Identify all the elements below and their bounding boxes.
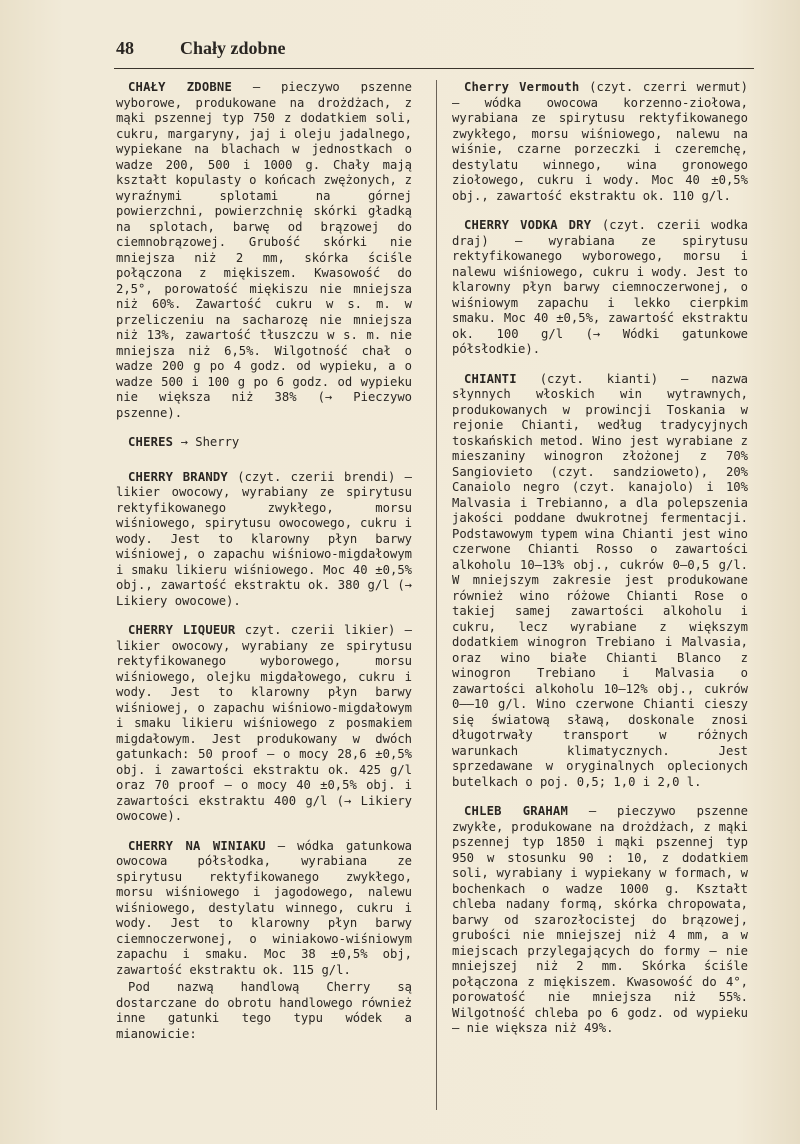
entry-headword: CHERRY VODKA DRY <box>464 218 592 232</box>
header-rule <box>114 68 754 69</box>
entry-cherry-na-winiaku <box>116 839 412 979</box>
entry-chleb-graham <box>452 804 748 1037</box>
entry-chianti <box>452 372 748 791</box>
left-column <box>116 80 412 1042</box>
entry-text: (czyt. czerii wodka draj) — wyrabiana ze spirytusu rektyfikowanego wyborowego, morsu i nalewu wiśniowego, cukru i wody. Jest to klarowny płyn barwy ciemnoczerwonej, o wiśniowym zapachu i lekko cierpkim smaku. Moc 40 ±0,5%, zawartość ekstraktu ok. 100 g/l (→ Wódki gatunkowe półsłodkie). <box>452 218 748 356</box>
entry-cherry-vodka-dry <box>452 218 748 358</box>
entry-headword: CHERRY BRANDY <box>128 469 228 484</box>
entry-headword: CHIANTI <box>464 371 517 386</box>
entry-headword: CHERRY LIQUEUR <box>128 623 236 637</box>
entry-chaly-zdobne <box>116 80 412 421</box>
entry-headword: CHAŁY ZDOBNE <box>128 80 232 94</box>
entry-text: (czyt. kianti) — nazwa słynnych włoskich win wytrawnych, produkowanych w prowincji Toskania w rejonie Chianti, według tradycyjnych toskańskich metod. Wino jest wyrabiane z mieszaniny winogron złożonej z 70% Sangiovieto (czyt. sandzioweto), 20% Canaiolo negro (czyt. kanajolo) i 10% Malvasia i Trebianno, a dla polepszenia jakości poddane dwukrotnej fermentacji. Podstawowym typem wina Chianti jest wino czerwone Chianti Rosso o zawartości alkoholu 10—13% obj., cukrów 0—0,5 g/l. W mniejszym zakresie jest produkowane również wino różowe Chianti Rose o takiej samej zawartości alkoholu i cukru, lecz wyrabiane z większym dodatkiem winogron Trebiano i Malvasia, oraz wino białe Chianti Blanco z winogron Trebiano i Malvasia o zawartości alkoholu 10—12% obj., cukrów 0——10 g/l. Wino czerwone Chianti cieszy się światową sławą, doskonale znosi długotrwały transport w różnych warunkach klimatycznych. Jest sprzedawane w oryginalnych oplecionych butelkach o poj. 0,5; 1,0 i 2,0 l. <box>452 371 748 789</box>
entry-text: (czyt. czerri wermut) — wódka owocowa korzenno-ziołowa, wyrabiana ze spirytusu rektyfikowanego zwykłego, morsu wiśniowego, nalewu na wiśnie, czarne porzeczki i czeremchę, destylatu winnego, wina gronowego ziołowego, cukru i wody. Moc 40 ±0,5% obj., zawartość ekstraktu ok. 110 g/l. <box>452 80 748 203</box>
column-divider <box>436 80 437 1110</box>
entry-headword: CHERRY NA WINIAKU <box>128 838 266 853</box>
entry-headword: Cherry Vermouth <box>464 80 580 94</box>
right-column <box>452 80 748 1051</box>
page-header <box>114 38 754 68</box>
entry-text: czyt. czerii likier) — likier owocowy, wyrabiany ze spirytusu rektyfikowanego wyborowego, morsu wiśniowego, olejku migdałowego, cukru i wody. Jest to klarowny płyn barwy wiśniowej, o zapachu wiśniowo-migdałowym i smaku likieru wiśniowego z posmakiem migdałowym. Jest produkowany w dwóch gatunkach: 50 proof — o mocy 28,6 ±0,5% obj. i zawartości ekstraktu ok. 425 g/l oraz 70 proof — o mocy 40 ±0,5% obj. i zawartości ekstraktu 400 g/l (→ Likiery owocowe). <box>116 623 412 823</box>
entry-cherry-brandy <box>116 470 412 610</box>
entry-headword: CHLEB GRAHAM <box>464 804 568 818</box>
running-title: Chały zdobne <box>180 38 286 58</box>
entry-text: → Sherry <box>173 435 240 449</box>
page-number: 48 <box>116 38 134 58</box>
entry-cherry-vermouth <box>452 80 748 204</box>
entry-headword: CHERES <box>128 435 174 449</box>
entry-continuation <box>116 980 412 1042</box>
entry-cheres <box>116 435 412 451</box>
entry-cherry-liqueur <box>116 623 412 825</box>
entry-text: — wódka gatunkowa owocowa półsłodka, wyrabiana ze spirytusu rektyfikowanego zwykłego, morsu wiśniowego i jagodowego, nalewu wiśniowego, destylatu winnego, cukru i wody. Jest to klarowny płyn barwy ciemnoczerwonej, o winiakowo-wiśniowym zapachu i smaku. Moc 38 ±0,5% obj, zawartość ekstraktu ok. 115 g/l. <box>116 838 412 977</box>
entry-text: Pod nazwą handlową Cherry są dostarczane do obrotu handlowego również inne gatunki tego typu wódek a mianowicie: <box>116 980 412 1041</box>
entry-text: — pieczywo pszenne wyborowe, produkowane na drożdżach, z mąki pszennej typ 750 z dodatkiem soli, cukru, margaryny, jaj i oleju jadalnego, wypiekane na blachach w jednostkach o wadze 200, 500 i 1000 g. Chały mają kształt kopulasty o końcach zwężonych, z wyraźnymi splotami na górnej powierzchni, powierzchnię skórki gładką na splotach, barwę od brązowej do ciemnobrązowej. Grubość skórki nie mniejsza niż 2 mm, skórka ściśle połączona z miękiszem. Kwasowość do 2,5°, porowatość miękiszu nie mniejsza niż 60%. Zawartość cukru w s. m. w przeliczeniu na sacharozę nie mniejsza niż 13%, zawartość tłuszczu w s. m. nie mniejsza niż 6,5%. Wilgotność chał o wadze 200 g po 4 godz. od wypieku, a o wadze 500 i 100 g po 6 godz. od wypieku nie większa niż 38% (→ Pieczywo pszenne). <box>116 80 412 420</box>
entry-text: — pieczywo pszenne zwykłe, produkowane na drożdżach, z mąki pszennej typ 1850 i mąki pszennej typ 950 w stosunku 90 : 10, z dodatkiem soli, wyrabiany i wypiekany w formach, w bochenkach o wadze 1000 g. Kształt chleba nadany formą, skórka chropowata, barwy od szarozłocistej do brązowej, grubości nie mniejszej niż 4 mm, a w miejscach przylegających do formy — nie mniejszej niż 2 mm. Skórka ściśle połączona z miękiszem. Kwasowość do 4°, porowatość nie mniejsza niż 55%. Wilgotność chleba po 6 godz. od wypieku — nie większa niż 49%. <box>452 804 748 1035</box>
entry-text: (czyt. czerii brendi) — likier owocowy, wyrabiany ze spirytusu rektyfikowanego zwykłego, morsu wiśniowego, spirytusu owocowego, cukru i wody. Jest to klarowny płyn barwy wiśniowej, o zapachu wiśniowo-migdałowym i smaku likieru wiśniowego. Moc 40 ±0,5% obj., zawartość ekstraktu ok. 380 g/l (→ Likiery owocowe). <box>116 469 412 608</box>
